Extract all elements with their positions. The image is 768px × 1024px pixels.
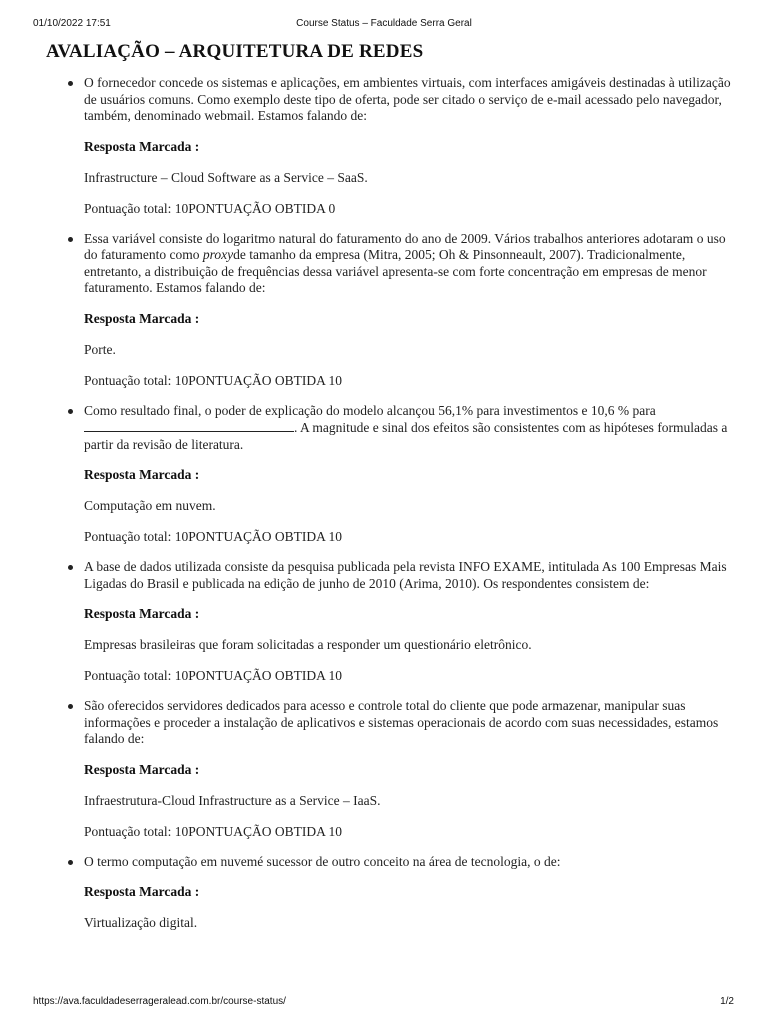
print-page-title: Course Status – Faculdade Serra Geral: [296, 18, 472, 29]
score-text: Pontuação total: 10PONTUAÇÃO OBTIDA 10: [84, 529, 342, 544]
answer-label: Resposta Marcada :: [84, 884, 200, 899]
question-item: [46, 75, 736, 231]
question-text: [84, 231, 736, 297]
question-text: O fornecedor concede os sistemas e aplicações, em ambientes virtuais, com interfaces amigáveis destinadas à utilização de usuários comuns. Como exemplo deste tipo de oferta, pode ser citado o serviço de e-mail acessado pelo navegador, também, denominado webmail. Estamos falando de:: [84, 75, 731, 123]
page-title: AVALIAÇÃO – ARQUITETURA DE REDES: [46, 41, 424, 62]
bullet-icon: [68, 565, 73, 570]
question-text-emphasis: proxy: [202, 247, 234, 262]
bullet-icon: [68, 704, 73, 709]
score-text: Pontuação total: 10PONTUAÇÃO OBTIDA 0: [84, 200, 336, 216]
bullet-icon: [68, 409, 73, 414]
answer-label: Resposta Marcada :: [84, 310, 200, 326]
bullet-icon: [68, 860, 73, 865]
question-text: A base de dados utilizada consiste da pesquisa publicada pela revista INFO EXAME, intitulada As 100 Empresas Mais Ligadas do Brasil e publicada na edição de junho de 2010 (Arima, 2010). Os respondentes consistem de:: [84, 559, 727, 591]
answer-label: Resposta Marcada :: [84, 761, 200, 777]
answer-label: Resposta Marcada :: [84, 138, 200, 154]
bullet-icon: [68, 237, 73, 242]
answer-label: Resposta Marcada :: [84, 467, 200, 482]
question-item: [46, 854, 736, 932]
question-item: [46, 698, 736, 854]
page-number: 1/2: [720, 996, 734, 1007]
question-text-start: Como resultado final, o poder de explicação do modelo alcançou 56,1% para investimentos e 10,6 % para: [84, 402, 656, 418]
question-text: O termo computação em nuvemé sucessor de outro conceito na área de tecnologia, o de:: [84, 853, 561, 869]
fill-in-blank: [84, 419, 294, 432]
answer-text: Porte.: [84, 341, 116, 357]
document-content: [46, 41, 736, 931]
print-date: 01/10/2022 17:51: [33, 18, 111, 29]
score-text: Pontuação total: 10PONTUAÇÃO OBTIDA 10: [84, 668, 342, 683]
question-text: São oferecidos servidores dedicados para acesso e controle total do cliente que pode armazenar, manipular suas informações e proceder a instalação de aplicativos e sistemas operacionais de acordo com suas necessidades, estamos falando de:: [84, 698, 719, 746]
question-item: [46, 403, 736, 560]
question-list: [46, 75, 736, 931]
question-text-end: . A magnitude e sinal dos efeitos são consistentes com as hipóteses formuladas a partir da revisão de literatura.: [84, 420, 728, 452]
question-text: [84, 403, 736, 454]
question-text-start: Essa variável consiste do logaritmo natural do faturamento do ano de 2009. Vários trabalhos anteriores adotaram o uso do faturamento como: [84, 230, 726, 262]
print-header: [0, 0, 768, 36]
question-item: [46, 559, 736, 698]
question-text-end: de tamanho da empresa (Mitra, 2005; Oh & Pinsonneault, 2007). Tradicionalmente, entretanto, a distribuição de frequências dessa variável apresenta-se com forte concentração em empresas de menor faturamento. Estamos falando de:: [84, 247, 707, 295]
answer-text: Virtualização digital.: [84, 915, 198, 930]
answer-text: Empresas brasileiras que foram solicitadas a responder um questionário eletrônico.: [84, 637, 532, 652]
print-footer: [0, 992, 768, 1016]
answer-text: Computação em nuvem.: [84, 498, 216, 513]
answer-text: Infraestrutura-Cloud Infrastructure as a Service – IaaS.: [84, 792, 381, 808]
question-item: [46, 231, 736, 403]
bullet-icon: [68, 81, 73, 86]
page-url-link[interactable]: https://ava.faculdadeserrageralead.com.br/course-status/: [33, 996, 286, 1007]
score-text: Pontuação total: 10PONTUAÇÃO OBTIDA 10: [84, 372, 342, 388]
score-text: Pontuação total: 10PONTUAÇÃO OBTIDA 10: [84, 823, 342, 839]
answer-label: Resposta Marcada :: [84, 606, 200, 621]
answer-text: Infrastructure – Cloud Software as a Service – SaaS.: [84, 169, 368, 185]
